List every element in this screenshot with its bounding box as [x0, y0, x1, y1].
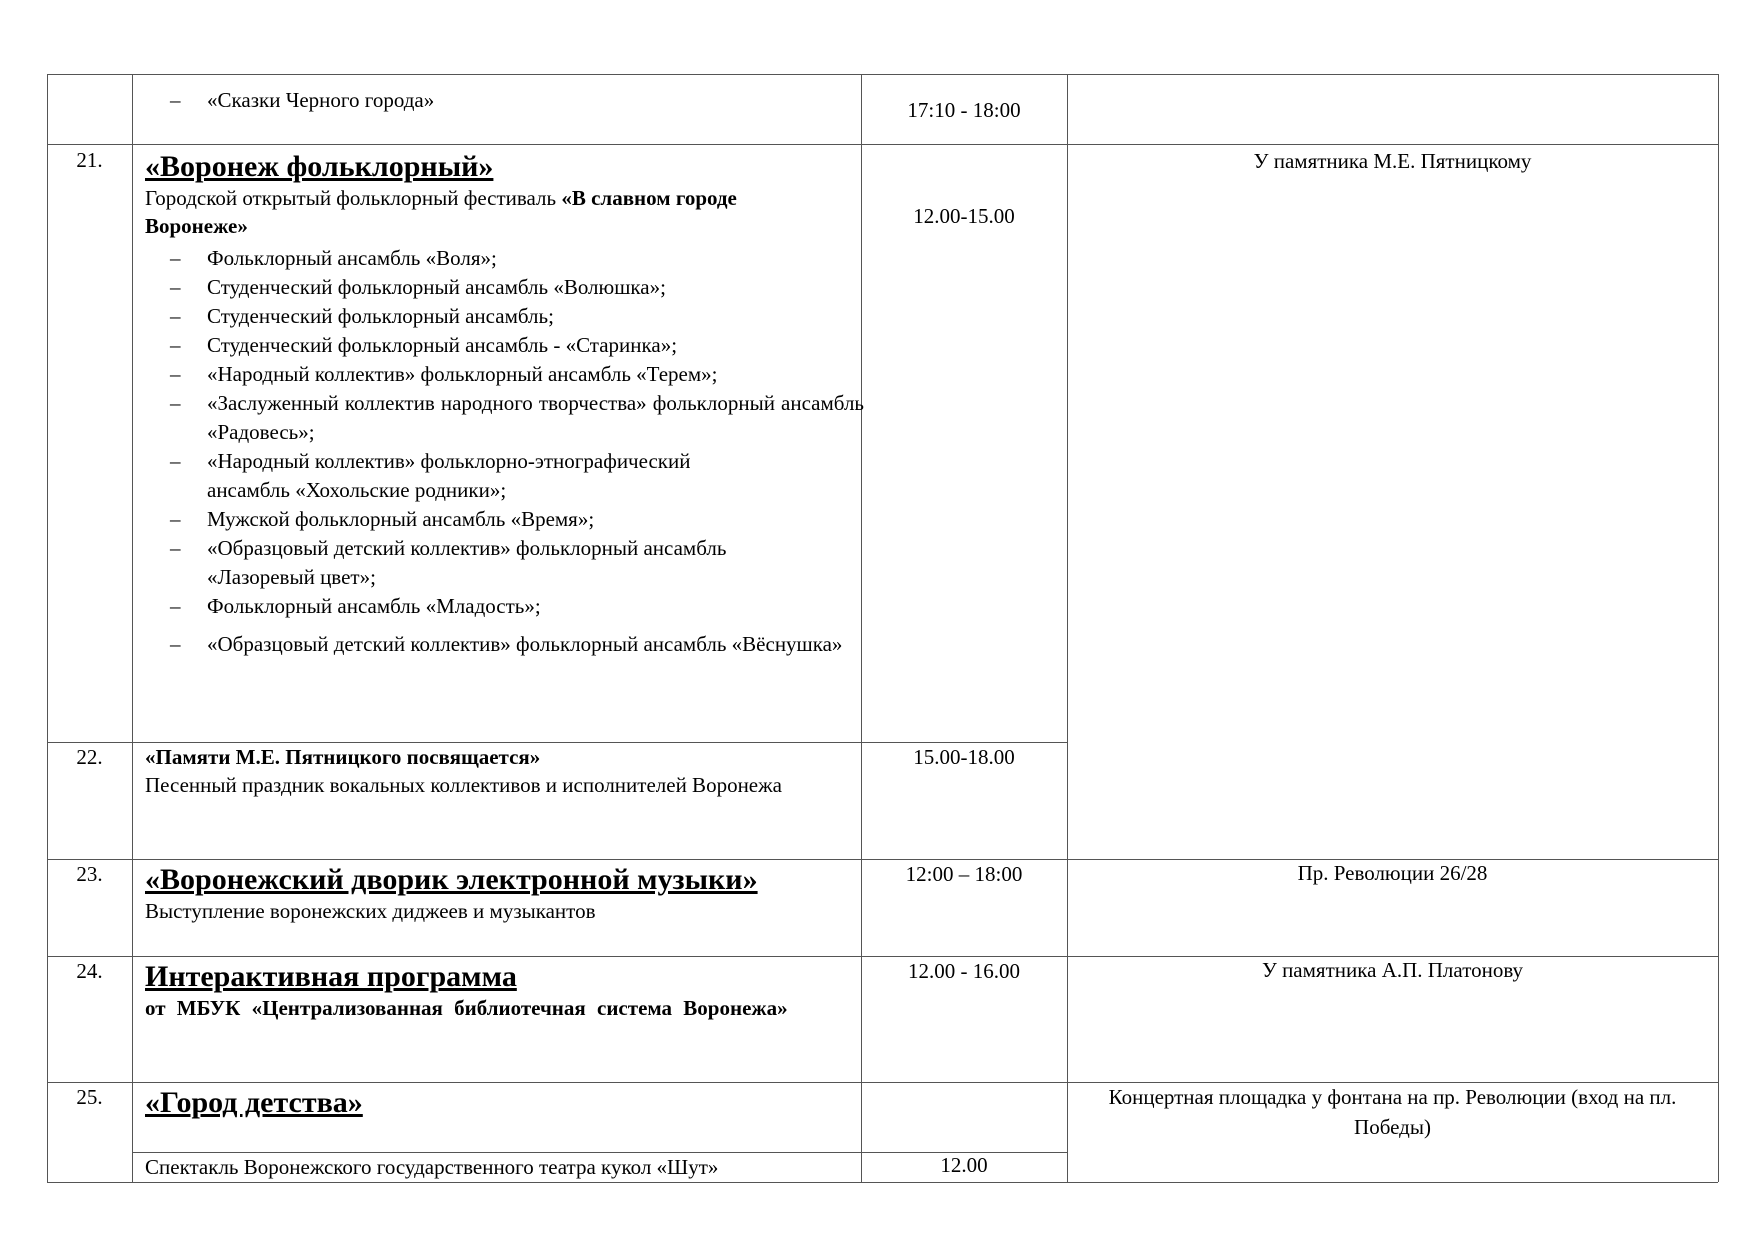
list-item: – «Образцовый детский коллектив» фольклорный ансамбль «Лазоревый цвет»;: [132, 534, 864, 592]
row-24-event-cell: [132, 960, 861, 1022]
list-item: – Студенческий фольклорный ансамбль;: [132, 302, 864, 331]
row-22-event-cell: [132, 743, 861, 799]
event-title-25: «Город детства»: [145, 1086, 363, 1119]
list-item: – «Народный коллектив» фольклорно-этнографический ансамбль «Хохольские родники»;: [132, 447, 864, 505]
list-item: – «Народный коллектив» фольклорный ансамбль «Терем»;: [132, 360, 864, 389]
event-subtitle-21: [145, 184, 805, 240]
row-21-event-cell: [132, 150, 861, 240]
row-22-time: 15.00-18.00: [913, 745, 1015, 769]
row-21-list: [132, 244, 864, 659]
row-23-time: 12:00 – 18:00: [905, 862, 1023, 886]
event-text-24: от МБУК «Централизованная библиотечная система Воронежа»: [145, 996, 788, 1020]
row-25-place: Концертная площадка у фонтана на пр. Революции (вход на пл. Победы): [1108, 1085, 1677, 1139]
event-title-22: «Памяти М.Е. Пятницкого посвящается»: [145, 745, 541, 769]
list-item: – Мужской фольклорный ансамбль «Время»;: [132, 505, 864, 534]
row-number-21: 21.: [76, 148, 103, 172]
row-24-place: У памятника А.П. Платонову: [1261, 958, 1524, 982]
col-divider-time: [1067, 74, 1068, 1182]
row-number-24: 24.: [76, 959, 103, 983]
row-25-sub-time: 12.00: [940, 1153, 988, 1177]
list-item: – Студенческий фольклорный ансамбль - «Старинка»;: [132, 331, 864, 360]
continuation-event-cell: [132, 74, 861, 144]
event-subtitle-21-plain: Городской открытый фольклорный фестиваль: [145, 186, 562, 210]
row-23-event-cell: [132, 863, 861, 925]
row-21-place: У памятника М.Е. Пятницкому: [1253, 149, 1532, 173]
row-25-event-cell: [132, 1086, 861, 1120]
event-title-23: «Воронежский дворик электронной музыки»: [145, 863, 758, 896]
row-21-time: 12.00-15.00: [913, 204, 1015, 228]
list-item: – «Образцовый детский коллектив» фольклорный ансамбль «Вёснушка»: [132, 630, 864, 659]
list-item: – Фольклорный ансамбль «Воля»;: [132, 244, 864, 273]
row-number-22: 22.: [76, 745, 103, 769]
row-24-time: 12.00 - 16.00: [908, 959, 1020, 983]
continuation-time: 17:10 - 18:00: [907, 98, 1021, 122]
row-25-sub-text: Спектакль Воронежского государственного театра кукол «Шут»: [145, 1155, 719, 1179]
event-text-22: Песенный праздник вокальных коллективов и исполнителей Воронежа: [145, 773, 782, 797]
row-number-25: 25.: [76, 1085, 103, 1109]
row-divider-21: [47, 144, 1718, 145]
table-border-right: [1718, 74, 1719, 1182]
list-item: – «Сказки Черного города»: [132, 86, 861, 115]
event-title-24: Интерактивная программа: [145, 960, 517, 993]
list-item: – Студенческий фольклорный ансамбль «Волюшка»;: [132, 273, 864, 302]
event-title-21: «Воронеж фольклорный»: [145, 150, 494, 183]
table-border-bottom: [47, 1182, 1718, 1183]
event-text-23: Выступление воронежских диджеев и музыкантов: [145, 899, 596, 923]
list-item: – Фольклорный ансамбль «Младость»;: [132, 592, 864, 621]
event-subtitle-21-bold: «В славном городе Воронеже»: [145, 186, 737, 238]
row-number-23: 23.: [76, 862, 103, 886]
table-border-left: [47, 74, 48, 1182]
row-23-place: Пр. Революции 26/28: [1297, 861, 1488, 885]
list-item: – «Заслуженный коллектив народного творчества» фольклорный ансамбль «Радовесь»;: [132, 389, 864, 447]
